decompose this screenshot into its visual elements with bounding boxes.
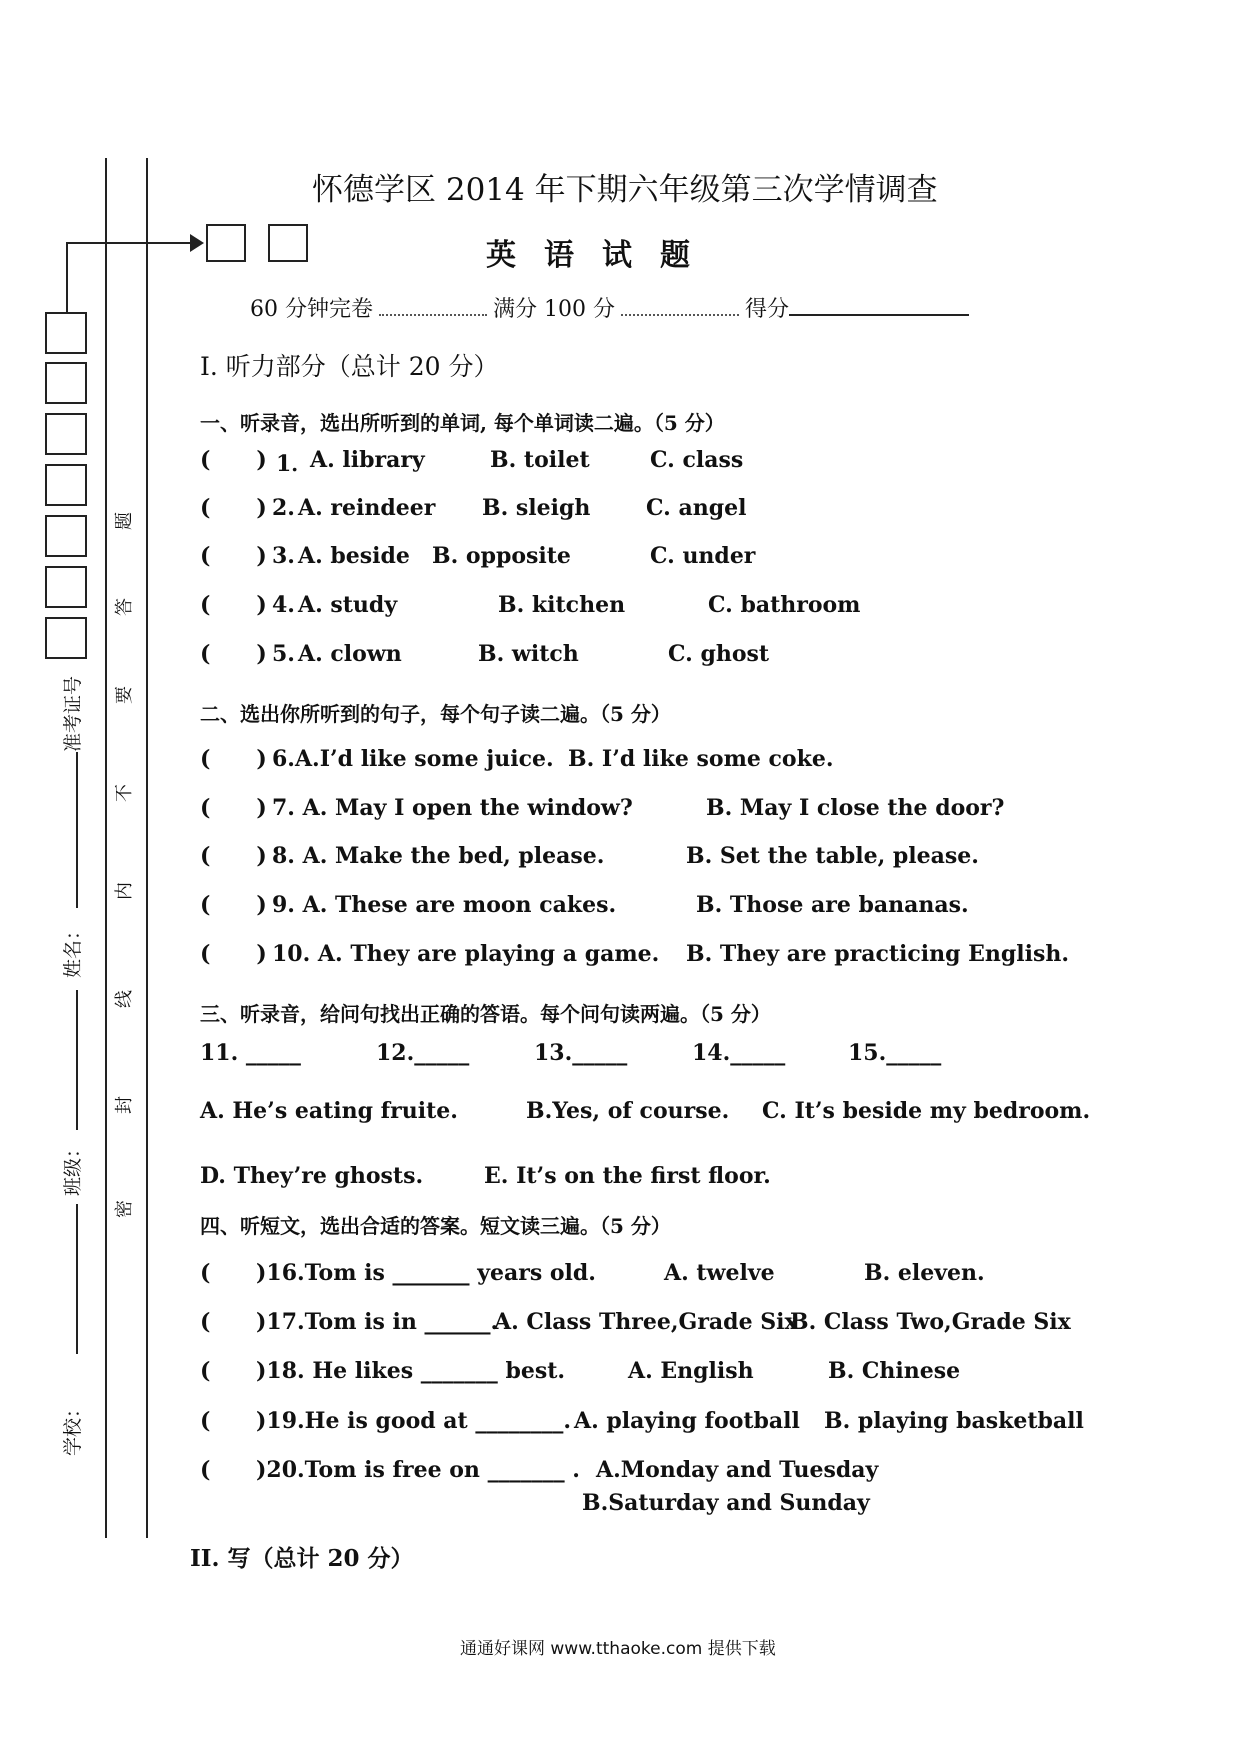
answer-paren[interactable]: ( )	[200, 495, 267, 521]
sentence-option-b: B. I’d like some coke.	[568, 746, 834, 772]
option-b: B. kitchen	[498, 592, 626, 618]
answer-paren-open[interactable]: (	[200, 1358, 211, 1384]
option-a: A. study	[298, 592, 398, 618]
response-option: D. They’re ghosts.	[200, 1163, 424, 1189]
answer-blank[interactable]: 13._____	[534, 1040, 628, 1066]
response-option: A. He’s eating fruite.	[200, 1098, 458, 1124]
sentence-option-a: 6.A.I’d like some juice.	[272, 746, 554, 772]
answer-paren[interactable]: ( )	[200, 641, 267, 667]
part2-title: II. 写（总计 20 分）	[190, 1545, 414, 1572]
question-stem: )17.Tom is in ______.	[256, 1309, 499, 1335]
option-c: C. under	[650, 543, 756, 569]
seal-char: 线	[114, 990, 135, 1008]
question-row	[200, 447, 267, 473]
option-a: A. Class Three,Grade Six	[494, 1309, 798, 1335]
option-b: B. opposite	[432, 543, 571, 569]
option-b: B. Chinese	[828, 1358, 961, 1384]
answer-blank[interactable]: 11. _____	[200, 1040, 301, 1066]
margin-line-outer	[105, 158, 107, 1538]
question-row	[200, 641, 267, 667]
id-digit-box[interactable]	[45, 312, 87, 354]
id-number-label: 准考证号	[62, 675, 84, 752]
answer-paren[interactable]: ( )	[200, 795, 267, 821]
question-row	[200, 495, 267, 521]
question-number: 5.	[272, 641, 295, 667]
answer-paren-open[interactable]: (	[200, 1309, 211, 1335]
footer-source: 通通好课网 www.tthaoke.com 提供下载	[460, 1639, 776, 1659]
name-line	[76, 990, 78, 1130]
id-digit-box[interactable]	[45, 464, 87, 506]
class-line	[76, 1204, 78, 1354]
question-row	[200, 543, 267, 569]
arrow-head-icon	[190, 234, 204, 252]
id-digit-box[interactable]	[45, 413, 87, 455]
exam-subject: 英语试题	[486, 238, 718, 273]
answer-paren[interactable]: ( )	[200, 543, 267, 569]
question-number: 2.	[272, 495, 295, 521]
exam-title: 怀德学区 2014 年下期六年级第三次学情调查	[312, 172, 938, 208]
option-a: A. playing football	[574, 1408, 800, 1434]
sentence-option-b: B. Those are bananas.	[696, 892, 969, 918]
id-digit-box[interactable]	[45, 515, 87, 557]
option-b: B. sleigh	[482, 495, 591, 521]
dotted-leader	[379, 314, 487, 316]
time-note-text: 60 分钟完卷	[250, 297, 373, 322]
question-stem: )19.He is good at ________.	[256, 1408, 572, 1434]
answer-paren-open[interactable]: (	[200, 1457, 211, 1483]
sentence-option-b: B. Set the table, please.	[686, 843, 979, 869]
answer-blank[interactable]: 12._____	[376, 1040, 470, 1066]
seal-char: 封	[114, 1096, 135, 1114]
option-a: A. beside	[298, 543, 410, 569]
option-c: C. ghost	[668, 641, 770, 667]
sentence-option-a: 7. A. May I open the window?	[272, 795, 633, 821]
option-c: C. class	[650, 447, 744, 473]
id-digit-box-top[interactable]	[268, 224, 308, 262]
option-b: B.Saturday and Sunday	[582, 1490, 870, 1516]
option-c: C. bathroom	[708, 592, 861, 618]
sentence-option-b: B. May I close the door?	[706, 795, 1005, 821]
answer-paren[interactable]: ( )	[200, 941, 267, 967]
section2-instruction: 二、选出你所听到的句子，每个句子读二遍。（5 分）	[200, 702, 671, 726]
id-digit-box-top[interactable]	[206, 224, 246, 262]
id-connector-vertical	[66, 242, 68, 312]
seal-char: 不	[114, 784, 135, 802]
section3-instruction: 三、听录音，给问句找出正确的答语。每个问句读两遍。（5 分）	[200, 1002, 771, 1026]
option-a: A. reindeer	[298, 495, 436, 521]
seal-char: 密	[114, 1200, 135, 1218]
option-a: A.Monday and Tuesday	[596, 1457, 879, 1483]
answer-paren-open[interactable]: (	[200, 1260, 211, 1286]
seal-char: 要	[114, 686, 135, 704]
option-a: A. clown	[298, 641, 402, 667]
question-stem: )20.Tom is free on _______ .	[256, 1457, 580, 1483]
answer-blank[interactable]: 15._____	[848, 1040, 942, 1066]
option-b: B. witch	[478, 641, 579, 667]
option-c: C. angel	[646, 495, 747, 521]
class-label: 班级：	[62, 1138, 84, 1196]
question-stem: )16.Tom is _______ years old.	[256, 1260, 596, 1286]
id-digit-box[interactable]	[45, 566, 87, 608]
answer-paren[interactable]: ( )	[200, 892, 267, 918]
time-note	[250, 292, 969, 323]
question-number: 4.	[272, 592, 295, 618]
section1-instruction: 一、听录音，选出所听到的单词, 每个单词读二遍。（5 分）	[200, 411, 725, 435]
option-a: A. twelve	[664, 1260, 775, 1286]
score-label: 得分	[744, 297, 789, 322]
section4-instruction: 四、听短文，选出合适的答案。短文读三遍。（5 分）	[200, 1214, 671, 1238]
name-label: 姓名：	[62, 920, 84, 978]
sentence-option-a: 9. A. These are moon cakes.	[272, 892, 617, 918]
seal-char: 答	[114, 598, 135, 616]
option-a: A. English	[628, 1358, 754, 1384]
sentence-option-a: 8. A. Make the bed, please.	[272, 843, 605, 869]
part1-title: I. 听力部分（总计 20 分）	[200, 352, 499, 381]
school-label: 学校：	[62, 1398, 84, 1456]
score-field[interactable]	[789, 314, 969, 316]
margin-line-inner	[146, 158, 148, 1538]
answer-paren[interactable]: ( )	[200, 746, 267, 772]
id-digit-box[interactable]	[45, 362, 87, 404]
answer-paren[interactable]: ( )	[200, 447, 267, 473]
question-row	[200, 592, 267, 618]
option-b: B. Class Two,Grade Six	[790, 1309, 1071, 1335]
option-b: B. toilet	[490, 447, 590, 473]
option-b: B. playing basketball	[824, 1408, 1084, 1434]
id-connector-horizontal	[66, 242, 190, 244]
option-b: B. eleven.	[864, 1260, 985, 1286]
id-digit-box[interactable]	[45, 617, 87, 659]
full-score-text: 满分 100 分	[493, 297, 615, 322]
response-option: E. It’s on the first floor.	[484, 1163, 771, 1189]
question-number: 1．	[276, 451, 314, 477]
id-number-line	[76, 752, 78, 908]
sentence-option-b: B. They are practicing English.	[686, 941, 1070, 967]
option-a: A. library	[310, 447, 425, 473]
question-stem: )18. He likes _______ best.	[256, 1358, 566, 1384]
response-option: B.Yes, of course.	[526, 1098, 730, 1124]
seal-char: 题	[114, 512, 135, 530]
seal-char: 内	[114, 882, 135, 900]
response-option: C. It’s beside my bedroom.	[762, 1098, 1091, 1124]
question-number: 3.	[272, 543, 295, 569]
dotted-leader	[621, 314, 739, 316]
sentence-option-a: 10. A. They are playing a game.	[272, 941, 660, 967]
answer-paren[interactable]: ( )	[200, 843, 267, 869]
answer-paren[interactable]: ( )	[200, 592, 267, 618]
answer-blank[interactable]: 14._____	[692, 1040, 786, 1066]
answer-paren-open[interactable]: (	[200, 1408, 211, 1434]
